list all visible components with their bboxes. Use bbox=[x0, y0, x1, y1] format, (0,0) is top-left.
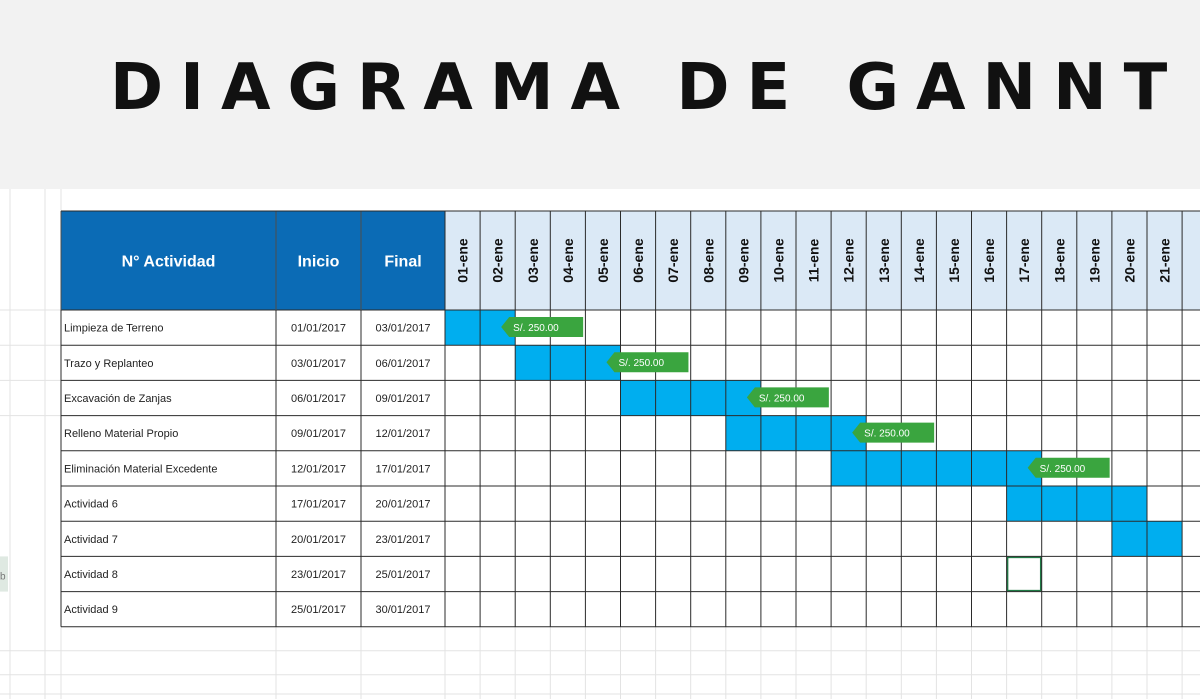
title-banner bbox=[0, 0, 1200, 189]
activity-name: Relleno Material Propio bbox=[64, 428, 179, 441]
start-date: 17/01/2017 bbox=[290, 498, 347, 511]
activity-name: Actividad 6 bbox=[64, 498, 118, 511]
date-header-08-ene: 08-ene bbox=[700, 238, 717, 283]
date-header-14-ene: 14-ene bbox=[910, 238, 927, 283]
activity-name: Excavación de Zanjas bbox=[64, 393, 172, 405]
activity-name: Eliminación Material Excedente bbox=[64, 463, 218, 476]
cost-label-text: S/. 250.00 bbox=[1039, 463, 1086, 475]
date-header-01-ene: 01-ene bbox=[454, 238, 471, 283]
start-date: 23/01/2017 bbox=[290, 569, 347, 581]
activity-name: Actividad 8 bbox=[64, 569, 118, 581]
start-date: 12/01/2017 bbox=[290, 463, 347, 476]
end-date: 03/01/2017 bbox=[375, 322, 431, 335]
start-column-header: Inicio bbox=[297, 253, 340, 271]
date-header-06-ene: 06-ene bbox=[630, 238, 647, 283]
end-date: 06/01/2017 bbox=[375, 357, 431, 370]
end-date: 17/01/2017 bbox=[375, 463, 431, 476]
cost-label-text: S/. 250.00 bbox=[618, 358, 665, 370]
end-column-header: Final bbox=[384, 253, 422, 271]
row-header-label: b bbox=[0, 571, 6, 583]
page-title: DIAGRAMA DE GANNT bbox=[110, 51, 1185, 125]
date-header-12-ene: 12-ene bbox=[840, 238, 857, 283]
start-date: 01/01/2017 bbox=[290, 322, 347, 335]
date-header-20-ene: 20-ene bbox=[1121, 238, 1138, 283]
start-date: 06/01/2017 bbox=[290, 393, 347, 405]
date-header-07-ene: 07-ene bbox=[665, 238, 682, 283]
activity-column-header: N° Actividad bbox=[121, 253, 216, 271]
date-header-overflow bbox=[1184, 211, 1200, 310]
row-number-column bbox=[0, 556, 8, 591]
cost-label-text: S/. 250.00 bbox=[513, 323, 559, 334]
date-header-17-ene: 17-ene bbox=[1016, 238, 1033, 283]
date-header-04-ene: 04-ene bbox=[559, 238, 576, 283]
start-date: 09/01/2017 bbox=[290, 428, 347, 441]
date-header-21-ene: 21-ene bbox=[1156, 238, 1173, 283]
activity-name: Actividad 7 bbox=[64, 533, 118, 546]
date-header-05-ene: 05-ene bbox=[594, 238, 611, 283]
spreadsheet[interactable] bbox=[0, 189, 1200, 699]
activity-name: Limpieza de Terreno bbox=[64, 322, 164, 335]
gantt-bar[interactable] bbox=[515, 345, 620, 380]
cost-label-text: S/. 250.00 bbox=[758, 393, 805, 405]
date-header-16-ene: 16-ene bbox=[981, 238, 998, 283]
cost-label-text: S/. 250.00 bbox=[864, 428, 910, 440]
gantt-chart bbox=[0, 189, 1200, 699]
activity-name: Trazo y Replanteo bbox=[64, 357, 154, 370]
date-header-11-ene: 11-ene bbox=[805, 238, 822, 283]
selected-cell[interactable] bbox=[1008, 557, 1041, 590]
date-header-15-ene: 15-ene bbox=[945, 238, 962, 283]
date-header-19-ene: 19-ene bbox=[1086, 238, 1103, 283]
date-header-13-ene: 13-ene bbox=[875, 238, 892, 283]
activity-name: Actividad 9 bbox=[64, 604, 118, 617]
date-header-18-ene: 18-ene bbox=[1051, 238, 1068, 283]
start-date: 20/01/2017 bbox=[290, 533, 347, 546]
date-header-03-ene: 03-ene bbox=[524, 238, 541, 283]
date-header-10-ene: 10-ene bbox=[770, 238, 787, 283]
date-header-09-ene: 09-ene bbox=[735, 238, 752, 283]
end-date: 23/01/2017 bbox=[375, 533, 431, 546]
date-header-02-ene: 02-ene bbox=[489, 238, 506, 283]
start-date: 03/01/2017 bbox=[290, 357, 347, 370]
end-date: 25/01/2017 bbox=[375, 569, 431, 581]
end-date: 09/01/2017 bbox=[375, 393, 431, 405]
end-date: 30/01/2017 bbox=[375, 604, 431, 617]
start-date: 25/01/2017 bbox=[290, 604, 347, 617]
end-date: 20/01/2017 bbox=[375, 498, 431, 511]
end-date: 12/01/2017 bbox=[375, 428, 431, 441]
